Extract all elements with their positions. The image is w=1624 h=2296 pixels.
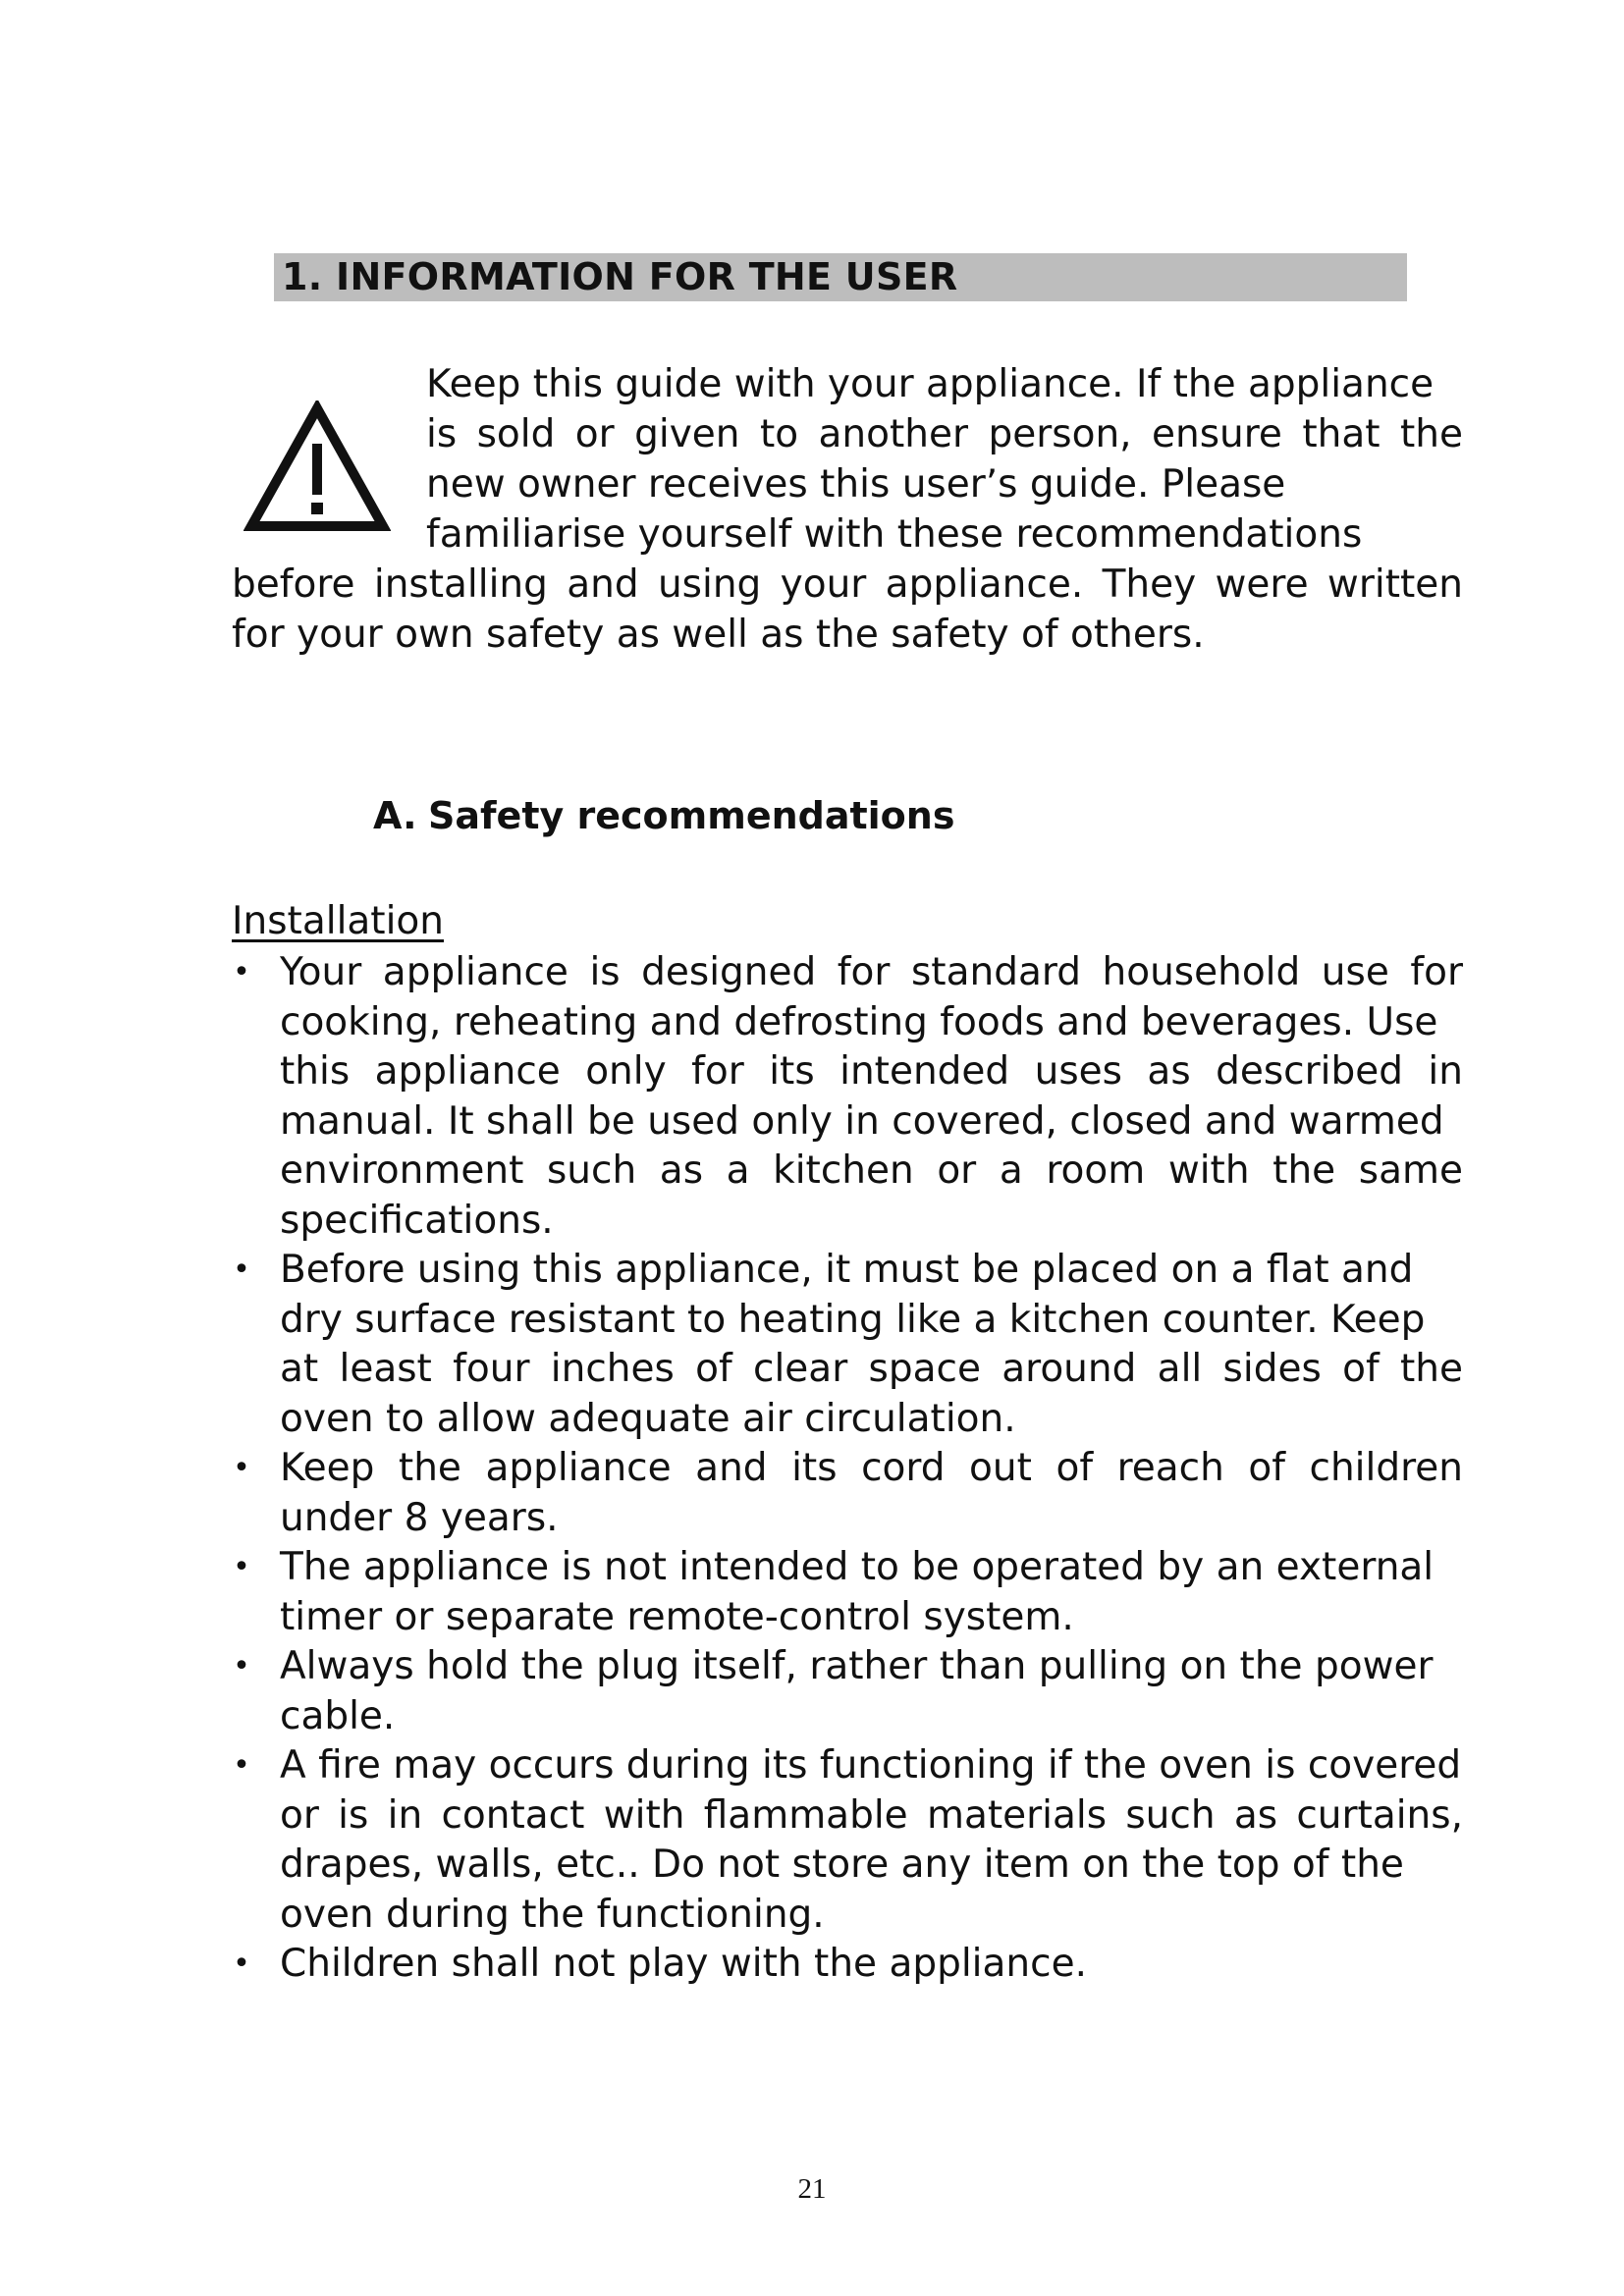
bullet-icon: • <box>233 1649 250 1683</box>
list-item-line: specifications. <box>280 1198 554 1243</box>
list-item-line: Keep the appliance and its cord out of reach of children <box>280 1446 1463 1490</box>
list-item-line: Always hold the plug itself, rather than pulling on the power <box>280 1644 1434 1688</box>
list-item-line: drapes, walls, etc.. Do not store any item on the top of the <box>280 1842 1404 1887</box>
intro-line: Keep this guide with your appliance. If the appliance <box>426 362 1435 406</box>
installation-list <box>232 948 1463 1990</box>
list-item-line: manual. It shall be used only in covered, closed and warmed <box>280 1098 1444 1144</box>
safety-subheading <box>373 791 954 840</box>
intro-line: new owner receives this user’s guide. Please <box>426 462 1286 507</box>
bullet-icon: • <box>233 1451 250 1485</box>
intro-line: before installing and using your appliance. They were written <box>232 562 1463 607</box>
list-item <box>232 948 1463 1246</box>
subheading-title: Safety recommendations <box>428 794 955 837</box>
list-item-line: Children shall not play with the appliance. <box>280 1942 1087 1986</box>
page-number: 21 <box>797 2173 827 2205</box>
list-item-line: under 8 years. <box>280 1495 559 1540</box>
bullet-icon: • <box>233 1947 250 1981</box>
section-heading: 1. INFORMATION FOR THE USER <box>274 253 1407 301</box>
intro-line: is sold or given to another person, ensure that the <box>426 412 1463 456</box>
list-item <box>232 1741 1463 1940</box>
list-item <box>232 1246 1463 1444</box>
list-item-line: oven during the functioning. <box>280 1892 825 1937</box>
list-item-line: environment such as a kitchen or a room with the same <box>280 1148 1463 1193</box>
list-item-line: The appliance is not intended to be operated by an external <box>280 1545 1435 1589</box>
bullet-icon: • <box>233 1253 250 1287</box>
list-item-line: A fire may occurs during its functioning if the oven is covered <box>280 1743 1462 1788</box>
list-item-line: this appliance only for its intended uses as described in <box>280 1049 1463 1094</box>
intro-line: familiarise yourself with these recommendations <box>426 512 1363 557</box>
bullet-icon: • <box>233 1748 250 1783</box>
list-item-line: Your appliance is designed for standard household use for <box>280 950 1463 994</box>
intro-paragraph <box>232 359 1463 660</box>
installation-title: Installation <box>232 899 445 943</box>
list-item-line: at least four inches of clear space around all sides of the <box>280 1347 1463 1391</box>
list-item-line: cooking, reheating and defrosting foods and beverages. Use <box>280 999 1438 1044</box>
list-item-line: timer or separate remote-control system. <box>280 1594 1074 1639</box>
list-item-line: cable. <box>280 1693 396 1738</box>
bullet-icon: • <box>233 1550 250 1584</box>
list-item <box>232 1940 1463 1990</box>
intro-line: for your own safety as well as the safety of others. <box>232 613 1205 657</box>
list-item <box>232 1642 1463 1741</box>
list-item <box>232 1543 1463 1642</box>
list-item-line: oven to allow adequate air circulation. <box>280 1396 1016 1441</box>
list-item-line: dry surface resistant to heating like a kitchen counter. Keep <box>280 1297 1426 1342</box>
list-item-line: Before using this appliance, it must be placed on a flat and <box>280 1248 1414 1292</box>
list-item-line: or is in contact with flammable materials such as curtains, <box>280 1792 1463 1838</box>
bullet-icon: • <box>233 955 250 989</box>
subheading-letter: A. <box>373 794 417 837</box>
list-item <box>232 1444 1463 1543</box>
